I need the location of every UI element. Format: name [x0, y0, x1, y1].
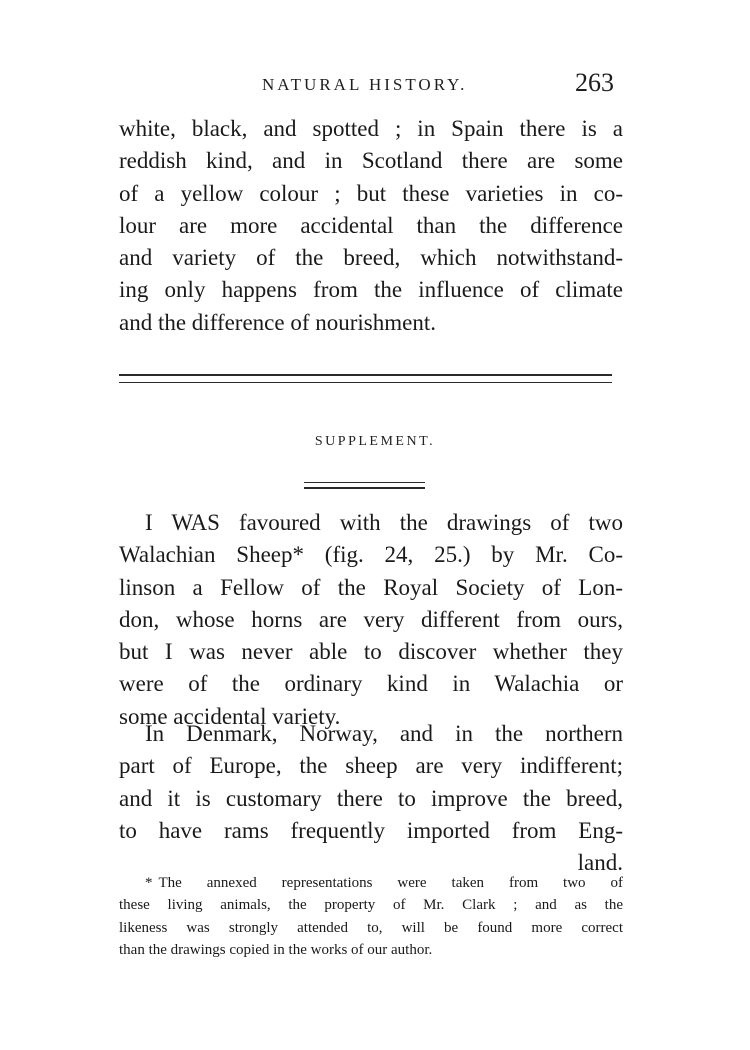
footnote-text: The annexed representations were taken from two of [158, 875, 623, 891]
text-line: Walachian Sheep* (fig. 24, 25.) by Mr. Co- [119, 542, 623, 568]
footnote-line: these living animals, the property of Mr. Clark ; and as the [119, 897, 623, 914]
continued-paragraph [119, 113, 623, 339]
section-heading: SUPPLEMENT. [314, 434, 436, 449]
heading-rule [304, 482, 425, 489]
footnote-marker: * [145, 875, 153, 891]
text-line: linson a Fellow of the Royal Society of Lon- [119, 574, 623, 600]
section-divider [119, 374, 612, 383]
footnote-line: likeness was strongly attended to, will be found more correct [119, 919, 623, 936]
text-line: and the difference of nourishment. [119, 309, 436, 335]
text-line: white, black, and spotted ; in Spain there is a [119, 116, 623, 141]
text-line: and it is customary there to improve the breed, [119, 785, 623, 811]
text-line: some accidental variety. [119, 703, 341, 729]
running-head: NATURAL HISTORY. [262, 75, 468, 94]
text-line: to have rams frequently imported from Eng- [119, 817, 623, 843]
supplement-paragraph-1 [119, 507, 623, 733]
text-line: but I was never able to discover whether they [119, 639, 623, 665]
footnote-line [119, 872, 623, 894]
text-line: I WAS favoured with the drawings of two [145, 510, 623, 535]
footnote-line: than the drawings copied in the works of our author. [119, 942, 433, 959]
page-number: 263 [575, 68, 614, 97]
text-line: In Denmark, Norway, and in the northern [145, 721, 623, 746]
text-line: don, whose horns are very different from ours, [119, 606, 623, 632]
text-line: land. [577, 850, 623, 876]
text-line: lour are more accidental than the difference [119, 212, 623, 238]
text-line: of a yellow colour ; but these varieties in co- [119, 180, 623, 206]
text-line: part of Europe, the sheep are very indifferent; [119, 753, 623, 779]
footnote [119, 872, 623, 962]
text-line: reddish kind, and in Scotland there are some [119, 148, 623, 174]
text-line: ing only happens from the influence of climate [119, 277, 623, 303]
text-line: and variety of the breed, which notwithstand- [119, 245, 623, 271]
supplement-paragraph-2 [119, 718, 623, 879]
text-line: were of the ordinary kind in Walachia or [119, 671, 623, 697]
